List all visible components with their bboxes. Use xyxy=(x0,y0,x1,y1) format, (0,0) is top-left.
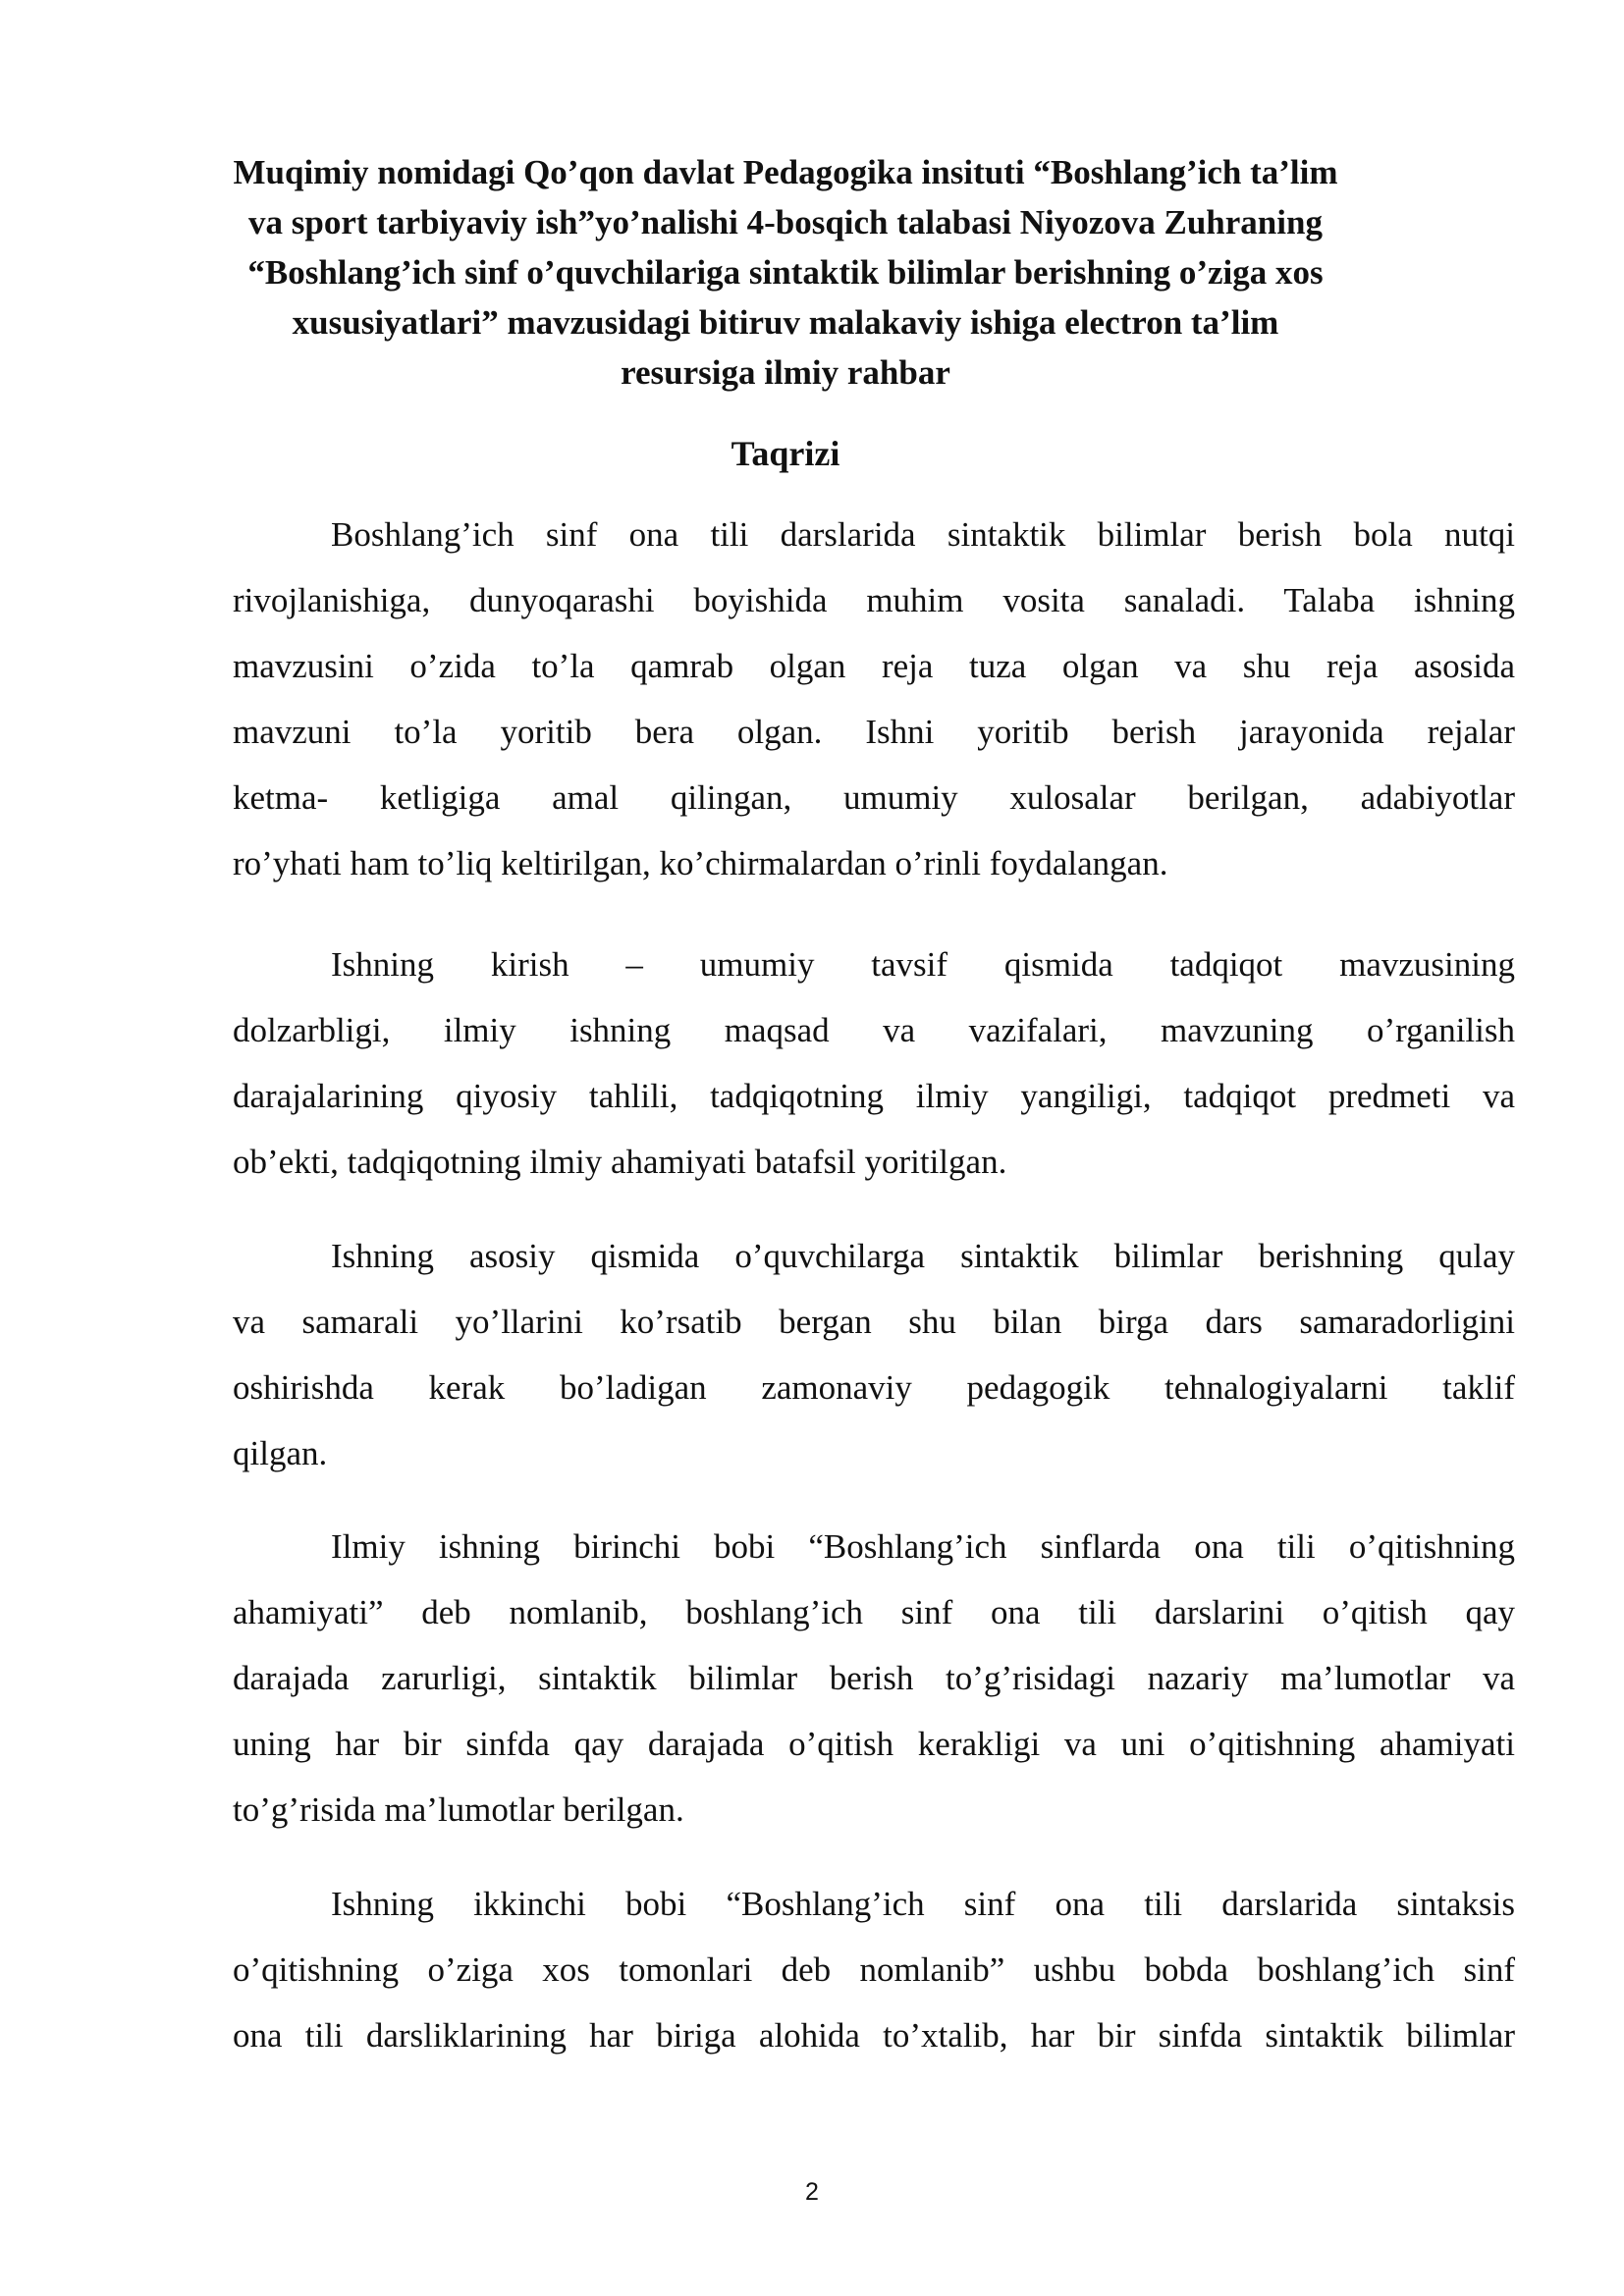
text-line: to’g’risida ma’lumotlar berilgan. xyxy=(233,1790,684,1829)
page-number: 2 xyxy=(805,2178,819,2206)
paragraph-1 xyxy=(233,502,1515,896)
text-line: darajalarining qiyosiy tahlili, tadqiqotning ilmiy yangiligi, tadqiqot predmeti va xyxy=(233,1077,1515,1115)
text-line: Boshlang’ich sinf ona tili darslarida sintaktik bilimlar berish bola nutqi xyxy=(331,515,1515,554)
text-line: mavzusini o’zida to’la qamrab olgan reja tuza olgan va shu reja asosida xyxy=(233,647,1515,685)
paragraph-4 xyxy=(233,1514,1515,1842)
text-line: va samarali yo’llarini ko’rsatib bergan shu bilan birga dars samaradorligini xyxy=(233,1303,1515,1341)
heading-line: xususiyatlari” mavzusidagi bitiruv malakaviy ishiga electron ta’lim xyxy=(292,303,1279,342)
heading-line: resursiga ilmiy rahbar xyxy=(621,353,950,392)
text-line: Ishning ikkinchi bobi “Boshlang’ich sinf ona tili darslarida sintaksis xyxy=(331,1885,1515,1923)
text-line: darajada zarurligi, sintaktik bilimlar berish to’g’risidagi nazariy ma’lumotlar va xyxy=(233,1659,1515,1697)
paragraph-5 xyxy=(233,1871,1515,2068)
text-line: ro’yhati ham to’liq keltirilgan, ko’chirmalardan o’rinli foydalangan. xyxy=(233,844,1168,882)
text-line: oshirishda kerak bo’ladigan zamonaviy pedagogik tehnalogiyalarni taklif xyxy=(233,1368,1515,1407)
text-line: uning har bir sinfda qay darajada o’qitish kerakligi va uni o’qitishning ahamiyati xyxy=(233,1725,1515,1763)
text-line: Ilmiy ishning birinchi bobi “Boshlang’ich sinflarda ona tili o’qitishning xyxy=(331,1527,1515,1566)
text-line: qilgan. xyxy=(233,1434,328,1472)
text-line: dolzarbligi, ilmiy ishning maqsad va vazifalari, mavzuning o’rganilish xyxy=(233,1011,1515,1049)
paragraph-3 xyxy=(233,1223,1515,1486)
text-line: ahamiyati” deb nomlanib, boshlang’ich sinf ona tili darslarini o’qitish qay xyxy=(233,1593,1515,1631)
paragraph-2 xyxy=(233,932,1515,1195)
document-heading xyxy=(196,147,1375,398)
text-line: o’qitishning o’ziga xos tomonlari deb nomlanib” ushbu bobda boshlang’ich sinf xyxy=(233,1950,1515,1989)
heading-line: “Boshlang’ich sinf o’quvchilariga sintaktik bilimlar berishning o’ziga xos xyxy=(247,253,1324,292)
text-line: mavzuni to’la yoritib bera olgan. Ishni yoritib berish jarayonida rejalar xyxy=(233,713,1515,751)
document-subtitle: Taqrizi xyxy=(731,434,840,473)
heading-line: va sport tarbiyaviy ish”yo’nalishi 4-bosqich talabasi Niyozova Zuhraning xyxy=(248,203,1323,241)
text-line: rivojlanishiga, dunyoqarashi boyishida muhim vosita sanaladi. Talaba ishning xyxy=(233,581,1515,619)
text-line: ona tili darsliklarining har biriga alohida to’xtalib, har bir sinfda sintaktik bilimlar xyxy=(233,2016,1515,2055)
heading-line: Muqimiy nomidagi Qo’qon davlat Pedagogika insituti “Boshlang’ich ta’lim xyxy=(233,153,1338,191)
text-line: Ishning kirish – umumiy tavsif qismida tadqiqot mavzusining xyxy=(331,945,1515,984)
text-line: Ishning asosiy qismida o’quvchilarga sintaktik bilimlar berishning qulay xyxy=(331,1237,1515,1275)
text-line: ketma- ketligiga amal qilingan, umumiy xulosalar berilgan, adabiyotlar xyxy=(233,778,1515,817)
text-line: ob’ekti, tadqiqotning ilmiy ahamiyati batafsil yoritilgan. xyxy=(233,1143,1007,1181)
